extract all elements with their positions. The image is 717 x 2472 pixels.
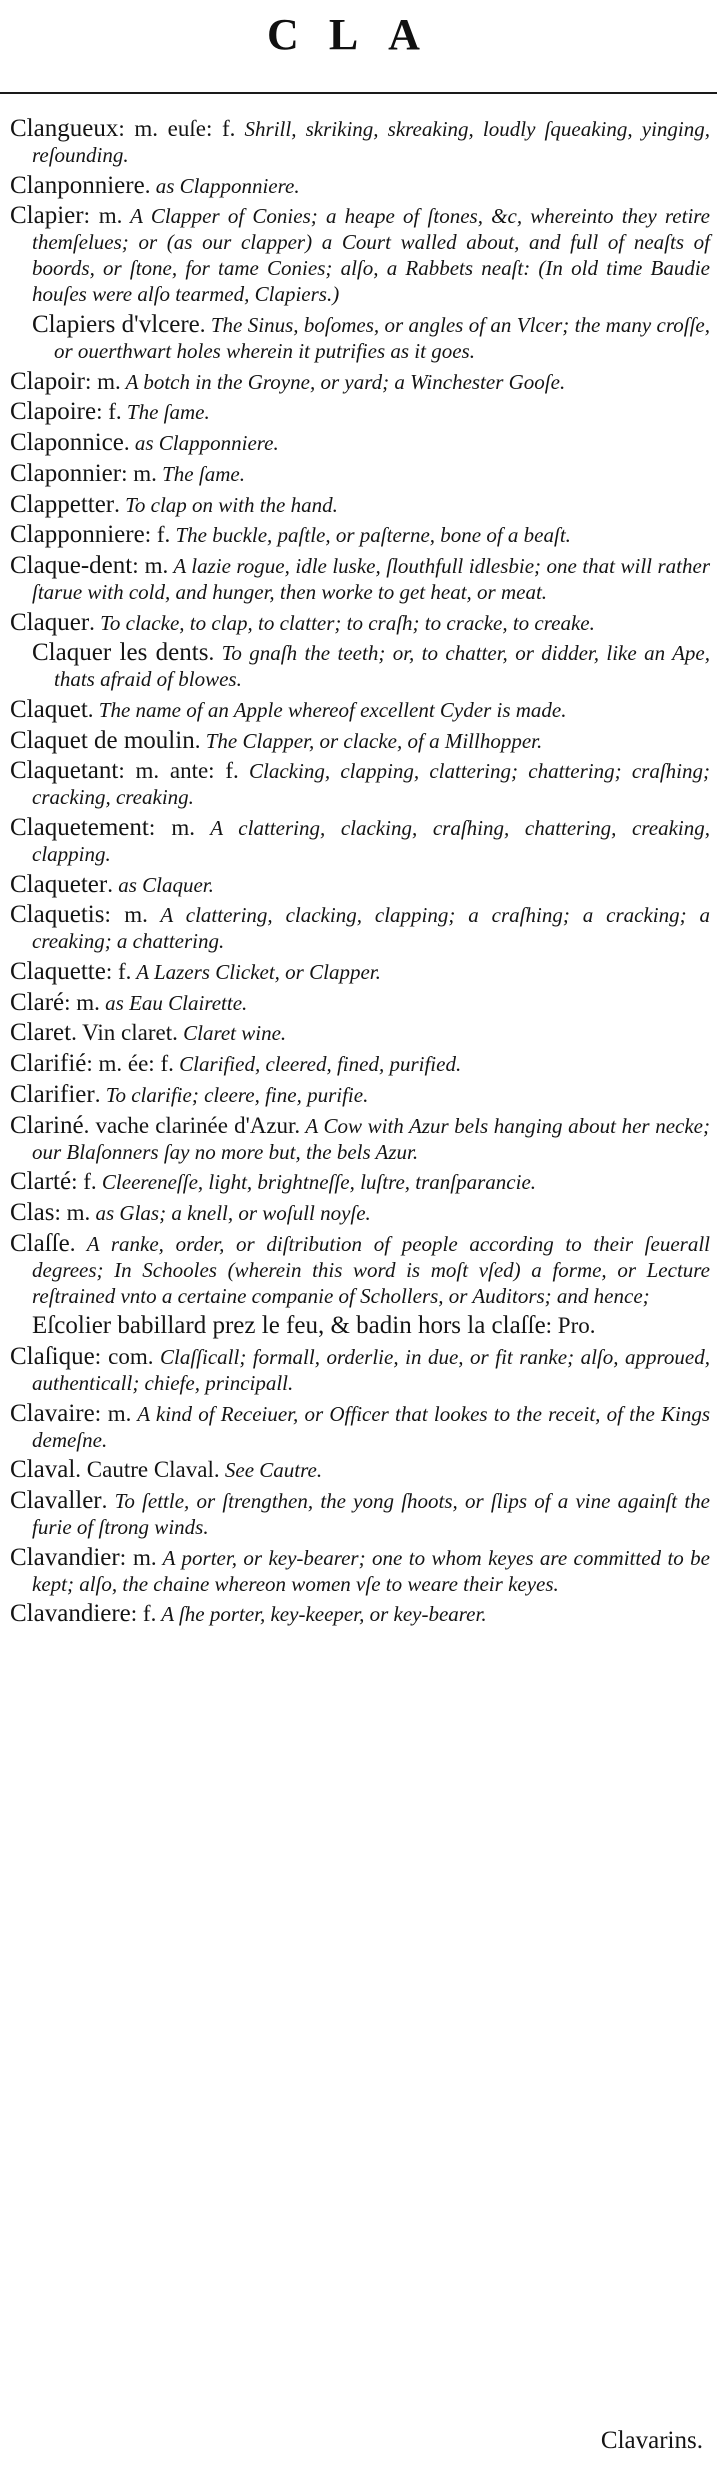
dictionary-entry	[10, 1169, 710, 1195]
grammar-note: . Cautre Claval.	[75, 1457, 220, 1483]
headword: Claſſe	[10, 1229, 70, 1257]
headword: Claquet de moulin	[10, 726, 195, 754]
definition: A Cow with Azur bels hanging about her necke; our Blaſonners ſay no more but, the bels Azur.	[32, 1113, 710, 1164]
definition: To gnaſh the teeth; or, to chatter, or didder, like an Ape, thats afraid of blowes.	[54, 641, 710, 692]
running-head: CLA	[267, 10, 450, 59]
dictionary-entry	[10, 1488, 710, 1540]
definition: as Claquer.	[112, 872, 214, 897]
dictionary-entry	[10, 697, 710, 723]
headword: Clavaire	[10, 1399, 95, 1427]
grammar-note: : m. ante: f.	[118, 758, 239, 784]
headword: Clavaller	[10, 1487, 102, 1514]
definition: Claret wine.	[177, 1021, 287, 1046]
grammar-note: : com.	[94, 1343, 154, 1369]
dictionary-entry	[10, 1051, 710, 1077]
dictionary-entry	[10, 203, 710, 307]
grammar-note: .	[114, 491, 120, 517]
definition: The name of an Apple whereof excellent Cyder is made.	[93, 697, 567, 722]
grammar-note: .	[87, 696, 94, 722]
headword: Clapponniere	[10, 521, 145, 549]
definition: A Clapper of Conies; a heape of ſtones, &c, whereinto they retire themſelues; or (as our clapper) a Court walled about, and full of neaſts of boords, or ſtone, for tame Conies; alſo, a Rabbets neaſt: (In old time Baudie houſes were alſo tearmed, Clapiers.)	[32, 204, 710, 307]
headword: Clariné	[10, 1111, 84, 1139]
grammar-note: . vache clarinée d'Azur.	[83, 1112, 301, 1138]
grammar-note: .	[144, 172, 151, 198]
grammar-note: : m. ée: f.	[86, 1051, 174, 1077]
headword: Claquer	[10, 608, 90, 636]
grammar-note: : f.	[144, 522, 171, 548]
headword: Claponnice	[10, 429, 124, 457]
headword: Claquetement	[10, 814, 149, 841]
dictionary-entry	[10, 1231, 710, 1309]
dictionary-entry	[10, 461, 710, 487]
headword: Clarifié	[10, 1050, 87, 1078]
grammar-note: : m. euſe: f.	[118, 116, 236, 141]
headword: Clapoire	[10, 398, 97, 426]
grammar-note: .	[208, 640, 215, 666]
header-rule	[0, 92, 717, 94]
dictionary-entry	[10, 492, 710, 518]
definition: A lazie rogue, idle luske, ſlouthfull idlesbie; one that will rather ſtarue with cold, and hunger, then worke to get heat, or meat.	[32, 553, 711, 604]
page-header	[0, 0, 717, 92]
headword: Claret	[10, 1019, 72, 1047]
catchword: Clavarins.	[600, 2427, 703, 2454]
grammar-note: : m.	[54, 1199, 91, 1225]
definition: Clacking, clapping, clattering; chattering; craſhing; cracking, creaking.	[32, 759, 710, 810]
headword: Claquet	[10, 695, 88, 723]
definition: A ranke, order, or diſtribution of people according to their ſeuerall degrees; In Schooles (wherein this word is moſt vſed) a forme, or Lecture reſtrained vnto a certaine companie of Schollers, or Auditors; and hence;	[32, 1231, 710, 1308]
dictionary-entry	[10, 728, 710, 754]
grammar-note: : m.	[119, 1544, 157, 1570]
definition: See Cautre.	[219, 1458, 323, 1483]
headword: Clangueux	[10, 115, 119, 142]
dictionary-entry	[10, 1601, 710, 1627]
grammar-note: : f.	[105, 959, 132, 985]
grammar-note: : f.	[71, 1169, 97, 1195]
headword: Clas	[10, 1198, 55, 1226]
grammar-note: .	[123, 430, 130, 456]
grammar-note: : m.	[121, 460, 157, 486]
grammar-note: : m.	[148, 815, 195, 840]
dictionary-entry	[10, 872, 710, 898]
grammar-note: : m.	[83, 203, 123, 229]
headword: Claquer les dents	[32, 639, 209, 667]
definition: A clattering, clacking, craſhing, chattering, creaking, clapping.	[32, 816, 710, 866]
headword: Clapoir	[10, 367, 85, 395]
definition: as Glas; a knell, or woſull noyſe.	[90, 1200, 371, 1225]
headword: Claponnier	[10, 459, 122, 487]
definition: A porter, or key-bearer; one to whom keyes are committed to be kept; alſo, the chaine whereon women vſe to weare their keyes.	[32, 1545, 711, 1596]
dictionary-entry	[10, 1082, 710, 1108]
grammar-note: .	[101, 1488, 108, 1513]
grammar-note: .	[89, 609, 95, 635]
dictionary-entry	[10, 1113, 710, 1165]
definition: To clap on with the hand.	[119, 492, 338, 517]
headword: Claquetis	[10, 901, 105, 929]
dictionary-entry	[10, 902, 710, 954]
dictionary-entry	[10, 522, 710, 548]
dictionary-entry	[10, 116, 710, 168]
definition: A clattering, clacking, clapping; a craſhing; a cracking; a creaking; a chattering.	[32, 903, 711, 954]
definition: To clacke, to clap, to clatter; to craſh; to cracke, to creake.	[94, 610, 595, 635]
dictionary-entry	[10, 1200, 710, 1226]
headword: Claquetant	[10, 757, 119, 785]
dictionary-entry	[10, 1457, 710, 1483]
headword: Clanponniere	[10, 171, 145, 199]
grammar-note: .	[94, 1081, 101, 1107]
grammar-note: .	[69, 1230, 76, 1256]
dictionary-entry	[10, 553, 710, 605]
headword: Clapier	[10, 202, 84, 230]
definition: as Clapponniere.	[129, 431, 279, 456]
dictionary-entry	[10, 959, 710, 985]
grammar-note: : m.	[104, 902, 148, 928]
headword: Clavandiere	[10, 1600, 131, 1628]
headword: Clavandier	[10, 1543, 120, 1571]
definition: To ſettle, or ſtrengthen, the yong ſhoots, or ſlips of a vine againſt the furie of ſtrong winds.	[32, 1489, 710, 1539]
headword: Claſique	[10, 1342, 95, 1370]
dictionary-entry	[10, 430, 710, 456]
grammar-note: : m.	[85, 368, 121, 394]
dictionary-entry	[10, 1344, 710, 1396]
definition: The Sinus, boſomes, or angles of an Vlcer; the many croſſe, or ouerthwart holes wherein it putrifies as it goes.	[54, 313, 710, 364]
grammar-note: : m.	[132, 552, 169, 578]
definition: Claſſicall; formall, orderlie, in due, or fit ranke; alſo, approued, authenticall; chiefe, principall.	[32, 1344, 710, 1395]
definition: The ſame.	[121, 400, 210, 425]
headword: Claque-dent	[10, 551, 133, 579]
definition: The ſame.	[156, 461, 245, 486]
headword: Claqueter	[10, 870, 108, 898]
dictionary-entries	[10, 116, 710, 1632]
dictionary-entry	[10, 815, 710, 867]
headword: Claval	[10, 1456, 76, 1484]
dictionary-entry	[10, 758, 710, 810]
definition: The buckle, paſtle, or paſterne, bone of a beaſt.	[170, 523, 571, 548]
grammar-note: : f.	[96, 399, 122, 425]
definition: A Lazers Clicket, or Clapper.	[131, 960, 381, 985]
definition: The Clapper, or clacke, of a Millhopper.	[200, 728, 543, 753]
dictionary-subentry	[32, 312, 710, 364]
dictionary-subentry	[32, 1313, 710, 1339]
definition: as Clapponniere.	[150, 173, 300, 198]
definition: A botch in the Groyne, or yard; a Winchester Gooſe.	[120, 369, 566, 394]
headword: Clarté	[10, 1168, 72, 1196]
definition: To clarifie; cleere, fine, purifie.	[100, 1082, 369, 1107]
dictionary-entry	[10, 369, 710, 395]
dictionary-entry	[10, 990, 710, 1016]
headword: Eſcolier babillard prez le feu, & badin hors la claſſe	[32, 1312, 546, 1340]
dictionary-entry	[10, 1020, 710, 1046]
grammar-note: . Vin claret.	[71, 1020, 178, 1046]
dictionary-entry	[10, 173, 710, 199]
grammar-note: : m.	[64, 989, 100, 1015]
definition: Cleereneſſe, light, brightneſſe, luſtre, tranſparancie.	[96, 1170, 537, 1195]
definition: Clarified, cleered, fined, purified.	[173, 1052, 462, 1077]
definition: A kind of Receiuer, or Officer that lookes to the receit, of the Kings demeſne.	[32, 1401, 711, 1452]
headword: Claquette	[10, 958, 106, 986]
grammar-note: .	[194, 727, 201, 753]
dictionary-entry	[10, 610, 710, 636]
grammar-note: : Pro.	[545, 1313, 596, 1339]
dictionary-entry	[10, 399, 710, 425]
headword: Claré	[10, 988, 65, 1016]
dictionary-subentry	[32, 640, 710, 692]
dictionary-entry	[10, 1545, 710, 1597]
dictionary-entry	[10, 1401, 710, 1453]
definition: A ſhe porter, key-keeper, or key-bearer.	[156, 1602, 487, 1627]
definition: as Eau Clairette.	[99, 990, 248, 1015]
headword: Clapiers d'vlcere	[32, 311, 200, 339]
grammar-note: : m.	[94, 1400, 132, 1426]
grammar-note: .	[199, 312, 206, 338]
grammar-note: : f.	[130, 1601, 157, 1627]
definition: Shrill, skriking, skreaking, loudly ſqueaking, yinging, reſounding.	[32, 117, 711, 167]
headword: Clarifier	[10, 1080, 95, 1108]
headword: Clappetter	[10, 490, 115, 518]
grammar-note: .	[107, 871, 113, 897]
